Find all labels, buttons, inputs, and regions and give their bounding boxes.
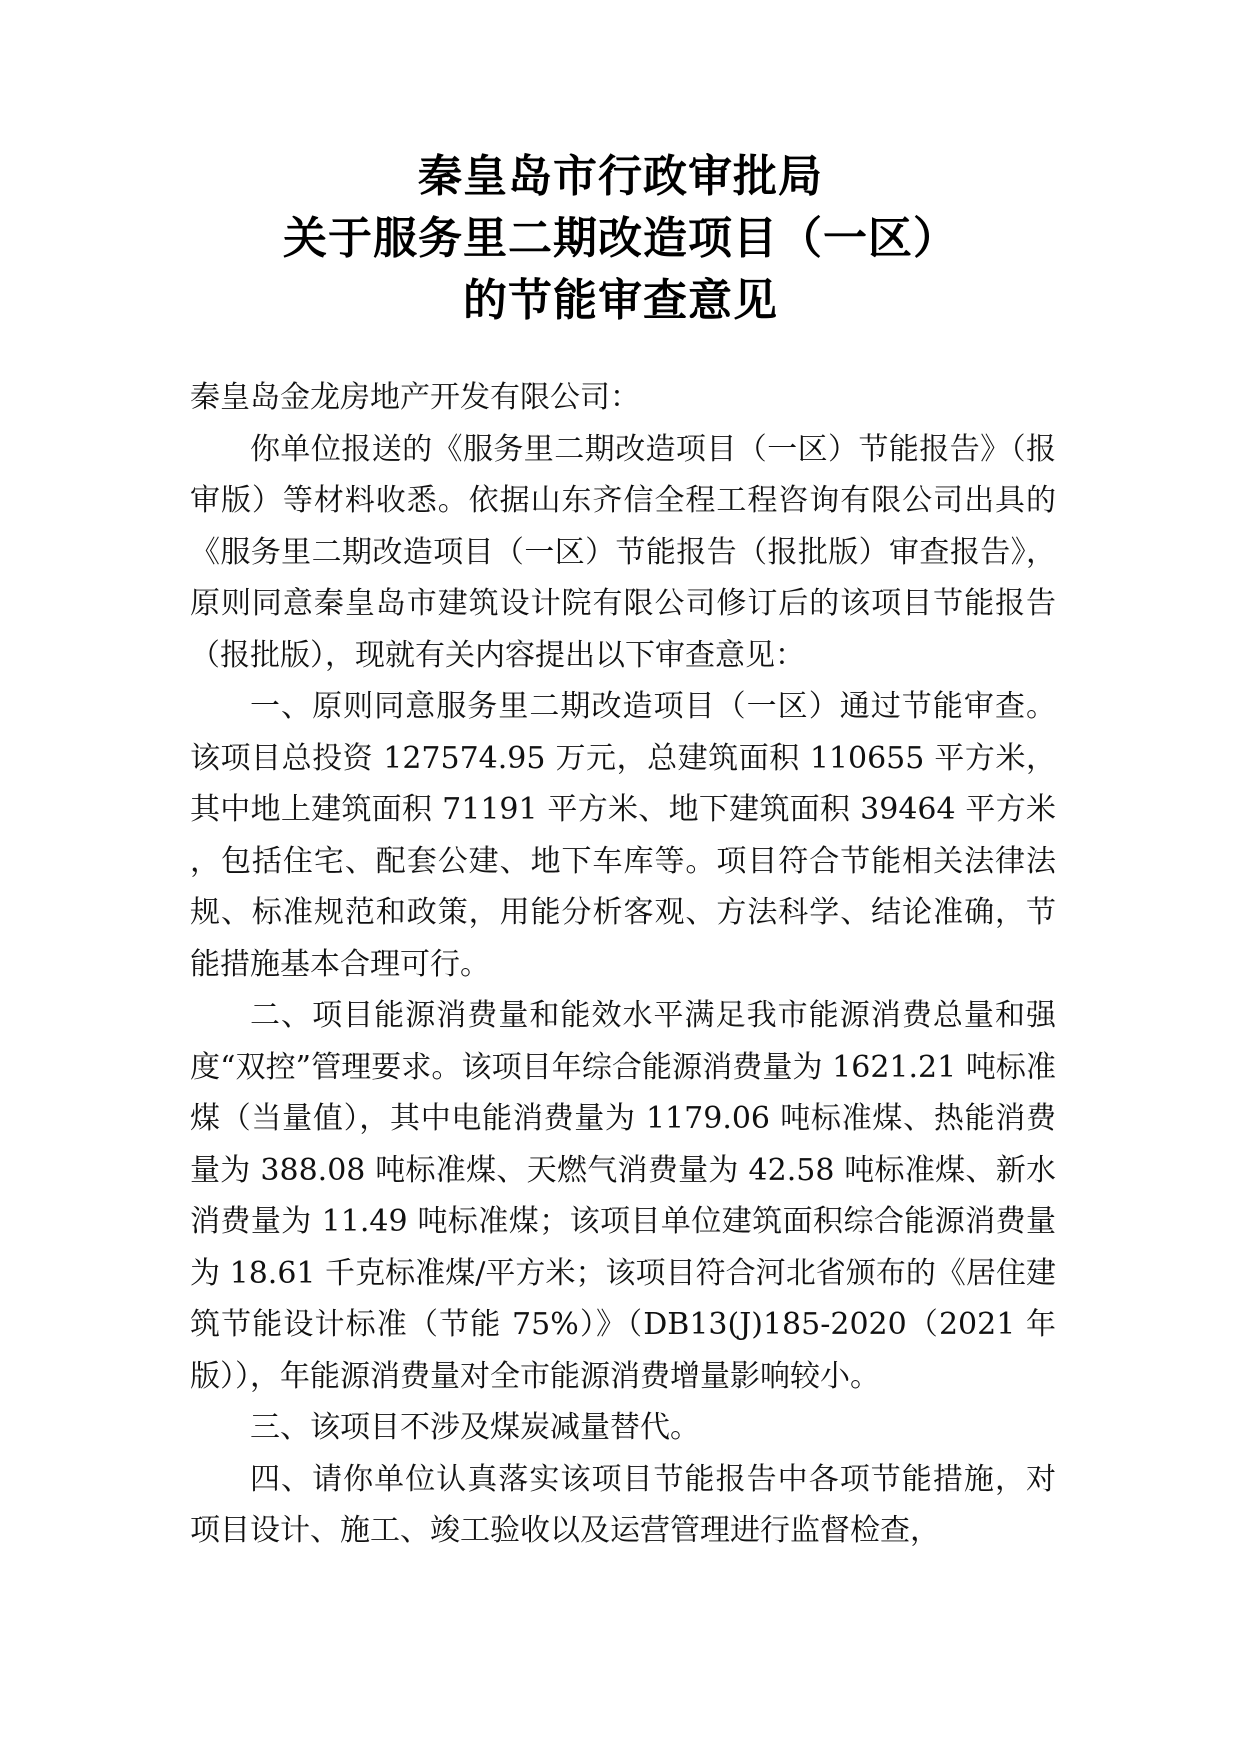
paragraph-item-1: 一、原则同意服务里二期改造项目（一区）通过节能审查。该项目总投资 127574.95 万元，总建筑面积 110655 平方米，其中地上建筑面积 71191 平方米、地下建筑面积 39464 平方米，包括住宅、配套公建、地下车库等。项目符合节能相关法律法规、标准规范和政策，用能分析客观、方法科学、结论准确，节能措施基本合理可行。 xyxy=(190,689,1056,982)
paragraph-item-3: 三、该项目不涉及煤炭减量替代。 xyxy=(250,1410,700,1445)
document-body xyxy=(190,372,1056,1557)
paragraph-item-2: 二、项目能源消费量和能效水平满足我市能源消费总量和强度“双控”管理要求。该项目年综合能源消费量为 1621.21 吨标准煤（当量值），其中电能消费量为 1179.06 吨标准煤、热能消费量为 388.08 吨标准煤、天燃气消费量为 42.58 吨标准煤、新水消费量为 11.49 吨标准煤；该项目单位建筑面积综合能源消费量为 18.61 千克标准煤/平方米；该项目符合河北省颁布的《居住建筑节能设计标准（节能 75%）》（DB13(J)185-2020（2021 年版）），年能源消费量对全市能源消费增量影响较小。 xyxy=(190,998,1056,1394)
title-line-2: 关于服务里二期改造项目（一区） xyxy=(283,213,958,264)
addressee: 秦皇岛金龙房地产开发有限公司： xyxy=(190,380,640,415)
title-line-3: 的节能审查意见 xyxy=(463,275,778,326)
document-title xyxy=(0,146,1241,332)
paragraph-item-4: 四、请你单位认真落实该项目节能报告中各项节能措施，对项目设计、施工、竣工验收以及运营管理进行监督检查， xyxy=(190,1461,1056,1548)
title-line-1: 秦皇岛市行政审批局 xyxy=(418,151,823,202)
paragraph-intro: 你单位报送的《服务里二期改造项目（一区）节能报告》（报审版）等材料收悉。依据山东齐信全程工程咨询有限公司出具的《服务里二期改造项目（一区）节能报告（报批版）审查报告》，原则同意秦皇岛市建筑设计院有限公司修订后的该项目节能报告（报批版），现就有关内容提出以下审查意见： xyxy=(190,431,1056,673)
